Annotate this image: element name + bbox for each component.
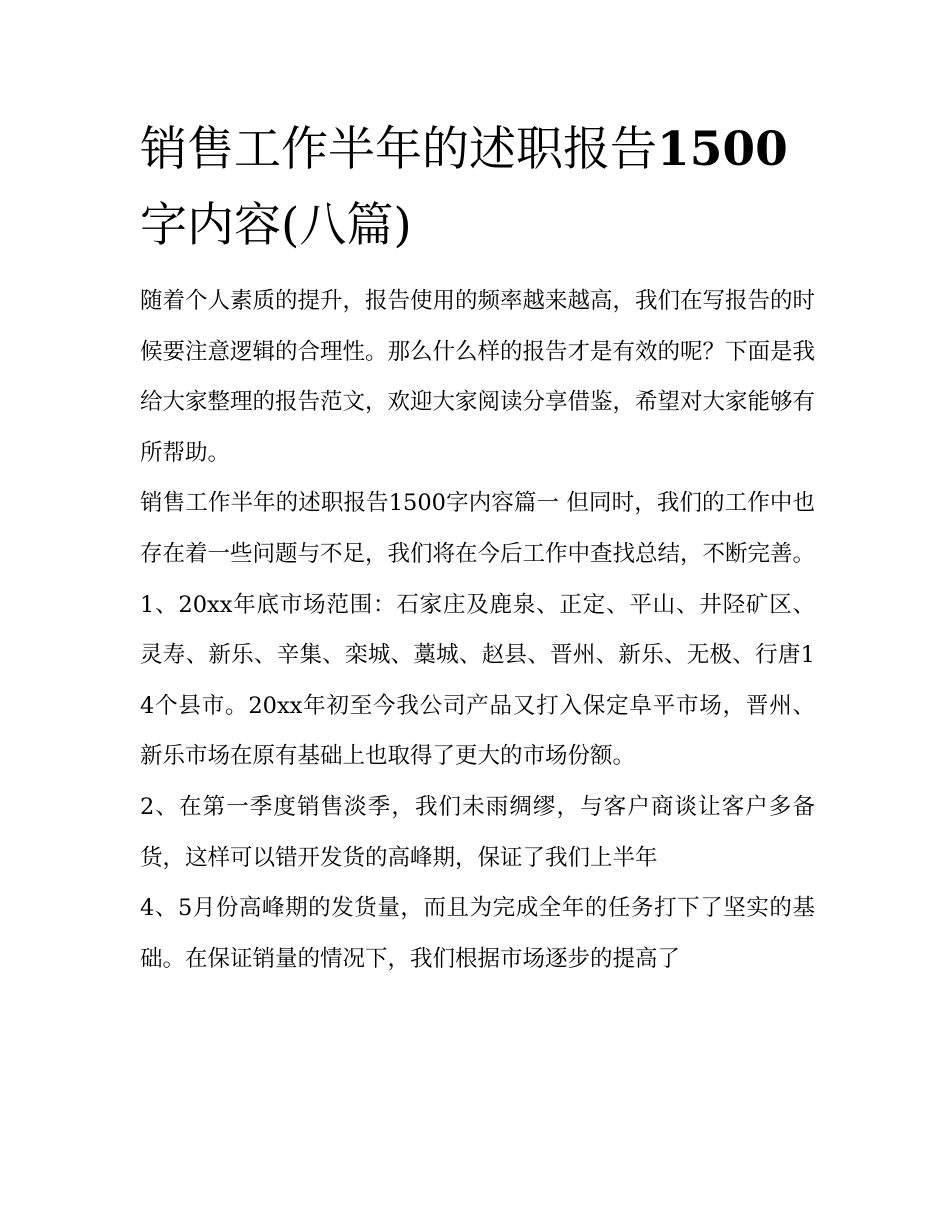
document-title <box>140 112 820 264</box>
document-body <box>140 276 815 984</box>
paragraph-section-one: 销售工作半年的述职报告1500字内容篇一 但同时，我们的工作中也存在着一些问题与不足，我们将在今后工作中查找总结，不断完善。 <box>140 490 816 567</box>
title-rest: 字内容(八篇) <box>140 198 412 253</box>
paragraph-point-1: 1、20xx年底市场范围：石家庄及鹿泉、正定、平山、井陉矿区、灵寿、新乐、辛集、栾城、藁城、赵县、晋州、新乐、无极、行唐14个县市。20xx年初至今我公司产品又打入保定阜平市场，晋州、新乐市场在原有基础上也取得了更大的市场份额。 <box>140 591 815 770</box>
title-number: 1500 <box>657 122 788 177</box>
title-text: 销售工作半年的述职报告 <box>140 122 657 177</box>
paragraph-point-4: 4、5月份高峰期的发货量，而且为完成全年的任务打下了坚实的基础。在保证销量的情况下，我们根据市场逐步的提高了 <box>140 895 815 972</box>
paragraph-intro: 随着个人素质的提升，报告使用的频率越来越高，我们在写报告的时候要注意逻辑的合理性。那么什么样的报告才是有效的呢？下面是我给大家整理的报告范文，欢迎大家阅读分享借鉴，希望对大家能够有所帮助。 <box>140 288 816 466</box>
paragraph-point-2: 2、在第一季度销售淡季，我们未雨绸缪，与客户商谈让客户多备货，这样可以错开发货的高峰期，保证了我们上半年 <box>140 793 815 871</box>
